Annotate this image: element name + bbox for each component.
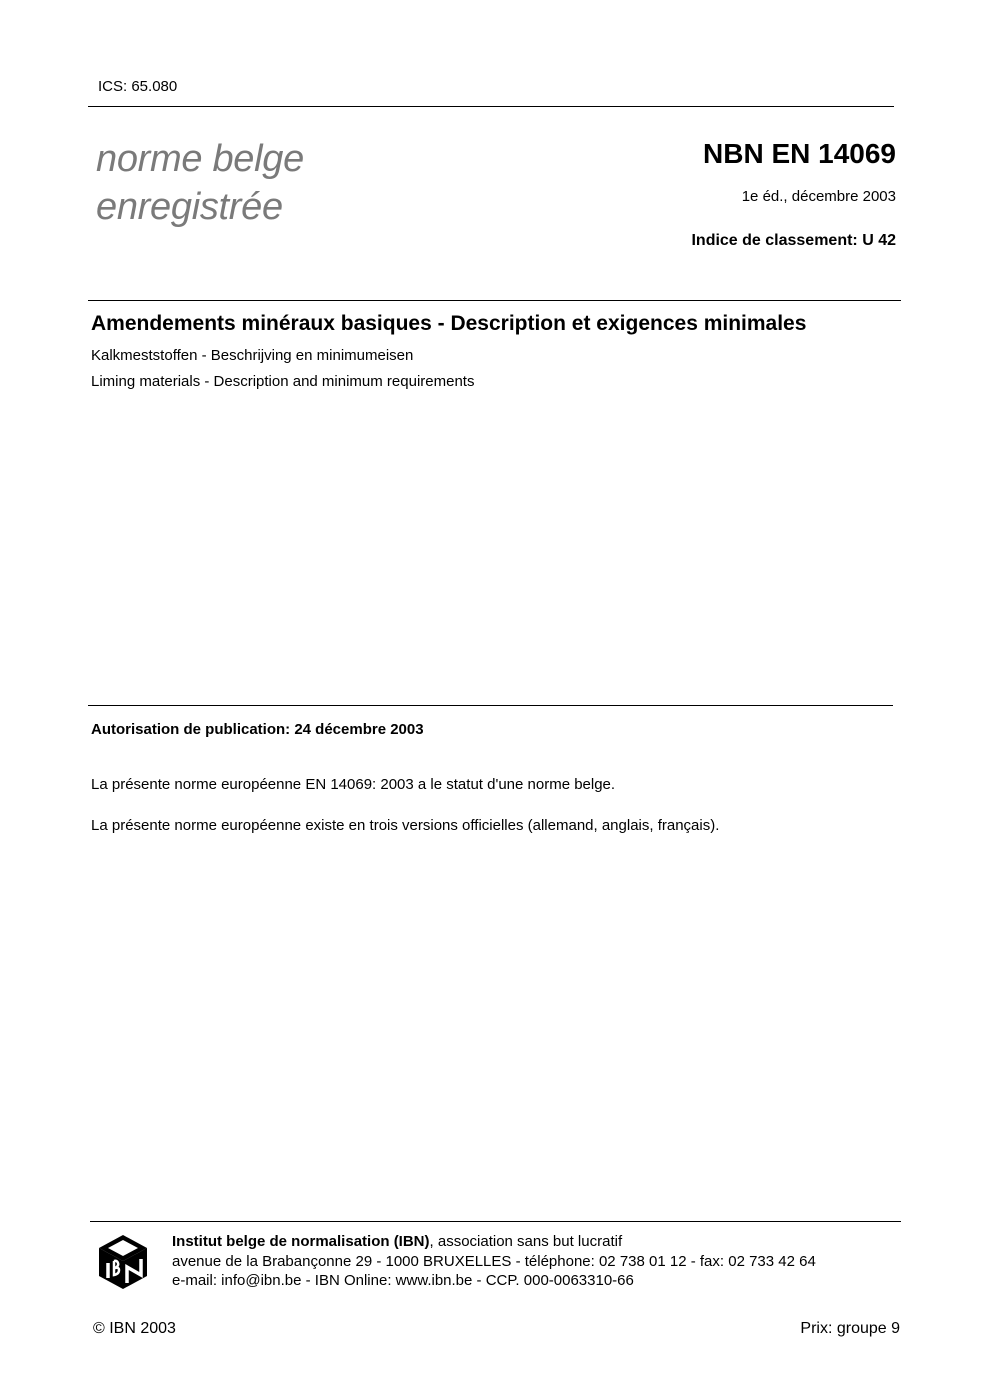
classification-index: Indice de classement: U 42 — [691, 232, 896, 249]
norme-belge-label — [96, 135, 304, 231]
institute-contact: e-mail: info@ibn.be - IBN Online: www.ibn.be - CCP. 000-0063310-66 — [172, 1272, 634, 1289]
publication-authorization: Autorisation de publication: 24 décembre 2003 — [91, 721, 424, 738]
institute-line — [172, 1233, 622, 1250]
institute-address: avenue de la Brabançonne 29 - 1000 BRUXELLES - téléphone: 02 738 01 12 - fax: 02 733 42 64 — [172, 1253, 816, 1270]
edition-date: 1e éd., décembre 2003 — [741, 188, 896, 205]
ics-code: ICS: 65.080 — [98, 78, 178, 95]
title-english: Liming materials - Description and minimum requirements — [91, 373, 475, 390]
institute-description: , association sans but lucratif — [429, 1233, 623, 1250]
price-group: Prix: groupe 9 — [800, 1320, 900, 1337]
body-divider — [88, 705, 893, 706]
top-divider — [88, 106, 894, 107]
title-french: Amendements minéraux basiques - Description et exigences minimales — [91, 312, 807, 335]
title-divider — [88, 300, 901, 301]
copyright: © IBN 2003 — [93, 1320, 176, 1337]
institute-name: Institut belge de normalisation (IBN) — [172, 1233, 430, 1250]
title-dutch: Kalkmeststoffen - Beschrijving en minimumeisen — [91, 347, 414, 364]
ibn-logo-icon — [97, 1233, 149, 1291]
footer-divider — [90, 1221, 901, 1222]
standard-number: NBN EN 14069 — [703, 138, 896, 169]
status-paragraph: La présente norme européenne EN 14069: 2003 a le statut d'une norme belge. — [91, 776, 616, 793]
norme-line-1: norme belge — [96, 138, 304, 180]
norme-line-2: enregistrée — [96, 186, 283, 228]
versions-paragraph: La présente norme européenne existe en trois versions officielles (allemand, anglais, français). — [91, 817, 720, 834]
